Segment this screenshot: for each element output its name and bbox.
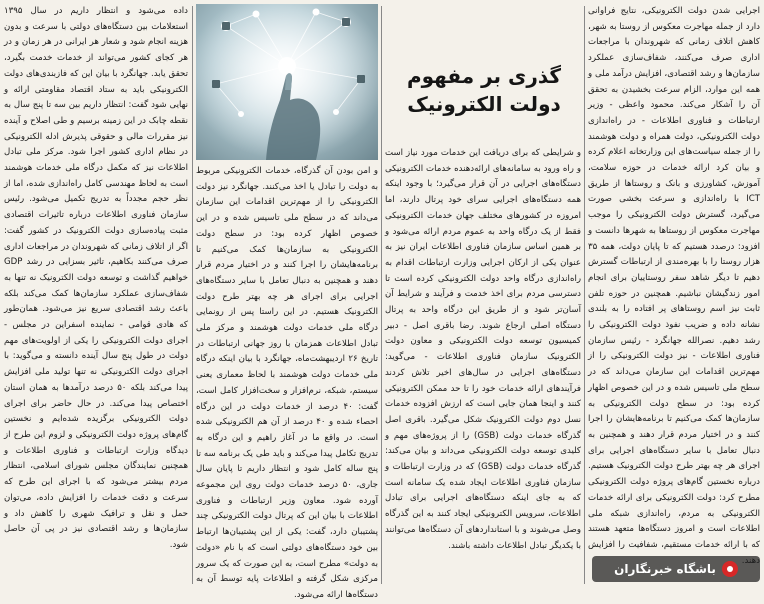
headline-line-2: دولت الکترونیک — [407, 92, 561, 116]
hero-image — [196, 4, 378, 160]
article-column-1 — [588, 4, 760, 554]
column-3-text: و امن بودن آن گذرگاه، خدمات الکترونیکی مربوط به دولت را تبادل یا اخذ می‌کنند. جهانگرد نیز دولت الکترونیکی را از مهم‌ترین اقدامات این سازمان می‌داند که در سطح ملی تاسیس شده و در این خصوص اظهار کرده بود: در سطح دولت الکترونیکی به سازمان‌ها کمک می‌کنیم تا برنامه‌هایشان را اجرا کنند و در اختیار مردم قرار دهند و همچنین به دنبال تعامل با سایر دستگاه‌های اجرایی برای اجرای هر چه بهتر طرح دولت الکترونیک هستیم. در این راستا پس از رونمایی درگاه ملی خدمات دولت هوشمند و مرکز ملی تبادل اطلاعات همزمان با روز جهانی ارتباطات در تاریخ ۲۶ اردیبهشت‌ماه، جهانگرد با بیان اینکه درگاه ملی خدمات دولت هوشمند با لحاظ معماری یعنی سیستم، شبکه، نرم‌افزار و سخت‌افزار کامل است، گفت: ۴۰ درصد از خدمات دولت در این درگاه احصاء شده و ۴۰ درصد از آن هم الکترونیکی شده است. در واقع ما در آغاز راهیم و این درگاه به تدریج تکامل پیدا می‌کند و باید طی یک برنامه سه تا پنج ساله کامل شود و انتظار داریم تا پایان سال جاری، ۵۰ درصد خدمات دولت روی این مجموعه آورده شود. معاون وزیر ارتباطات و فناوری اطلاعات با بیان این که پرتال دولت الکترونیکی چند پشتیبان دارد، گفت: یکی از این پشتیبان‌ها ارتباط بین خود دستگاه‌های دولتی است که با نام «دولت به دولت» مطرح است، به این صورت که یک سرور مرکزی شکل گرفته و اطلاعات پایه توسط آن به دستگاه‌ها ارائه می‌شود. — [196, 166, 378, 600]
digital-network-hand-icon — [196, 4, 378, 160]
article-column-4 — [4, 4, 188, 582]
column-divider — [381, 6, 382, 584]
watermark-badge — [592, 556, 760, 582]
article-headline — [385, 62, 583, 118]
article-column-3 — [196, 164, 378, 600]
watermark-text: باشگاه خبرنگاران — [614, 562, 716, 576]
headline-line-1: گذری بر مفهوم — [406, 64, 562, 88]
column-divider — [192, 6, 193, 584]
news-agency-logo-icon — [722, 561, 738, 577]
article-column-2 — [385, 146, 581, 582]
column-4-text: داده می‌شود و انتظار داریم در سال ۱۳۹۵ استعلامات بین دستگاه‌های دولتی با سرعت و بدون هزینه انجام شود و شعار هر ایرانی در هر زمان و در هر کجای کشور می‌تواند از خدمات خدمت بگیرد، تحقق یابد. جهانگرد با بیان این که فازبندی‌های دولت الکترونیکی باید به ستاد اقتصاد مقاومتی ارائه و نهایی شود گفت: انتظار داریم بین سه تا پنج سال به نقطه چابک در این زمینه برسیم و طی اصلاح و آینده نیز مقررات مالی و حقوقی پذیرش ادله الکترونیکی در نظام اداری کشور اجرا شود. مرکز ملی تبادل اطلاعات نیز که مکمل درگاه ملی خدمات هوشمند است به لحاظ مهندسی کامل راه‌اندازی شده، اما از نظر حجم مجدداً به تدریج تکمیل می‌شود. رئیس سازمان فناوری اطلاعات درباره تاثیرات اقتصادی مثبت پیاده‌سازی دولت الکترونیک در کشور گفت: اگر از اتلاف زمانی که شهروندان در مراجعات اداری صرف می‌کنند بکاهیم، تاثیر بسزایی در رشد GDP خواهیم گذاشت و توسعه دولت الکترونیک نه تنها به شفاف‌سازی عملکرد سازمان‌ها کمک می‌کند بلکه باعث رشد اقتصادی سریع نیز می‌شود. همان‌طور که هادی قوامی - نماینده اسفراین در مجلس - اجرای دولت الکترونیکی را یکی از اولویت‌های مهم دولت در طول پنج سال آینده دانسته و می‌گوید: با اجرای دولت الکترونیکی نه تنها تولید ملی افزایش پیدا می‌کند بلکه ۵۰ درصد درآمدها به همان استان اختصاص پیدا می‌کند. در حال حاضر برای اجرای دولت الکترونیکی برگزیده شده‌ایم و نخستین گام‌های پروژه دولت الکترونیکی و لزوم این طرح از دیدگاه وزارت ارتباطات و فناوری اطلاعات و همچنین نمایندگان مجلس شورای اسلامی، انتظار مردم بیشتر می‌شود که با اجرای این طرح که سرعت و دقت خدمات را افزایش داده، می‌توان حمل و نقل و ترافیک شهری را کاهش داد و سازمان‌ها و رشد اقتصادی نیز در پی آن حاصل شود. — [4, 6, 188, 550]
column-1-text: اجرایی شدن دولت الکترونیکی، نتایج فراوانی دارد از جمله مهاجرت معکوس از روستا به شهر، کاهش اتلاف زمانی که شهروندان با مراجعات اداری صرف می‌کنند، شفاف‌سازی عملکرد سازمان‌ها و رشد اقتصادی، افزایش درآمد ملی و همه این موارد، الزام سرعت بخشیدن به تحقق آن را آشکار می‌کند. محمود واعظی - وزیر ارتباطات و فناوری اطلاعات - در راه‌اندازی دولت الکترونیکی، دولت همراه و دولت هوشمند را از جمله سیاست‌های این وزارتخانه اعلام کرده و بیان کرد ارائه خدمات در حوزه سلامت، آموزش، کشاورزی و بانک و روستاها از طریق ICT با راه‌اندازی و سرعت بخشی صورت می‌گیرد، گسترش دولت الکترونیکی را موجب مهاجرت معکوس از روستاها به شهرها دانست و افزود: درصدد هستیم که تا پایان دولت، همه ۳۵ هزار روستا را با بهره‌مندی از ارتباطات گسترش دهیم تا دیگر شاهد سفر روستاییان برای انجام امور زندگیشان نباشیم. همچنین در حوزه تلفن ثابت نیز اسم روستاهای پر افتاده را به بلندی نشانه داده و ضریب نفوذ دولت الکترونیکی را رشد دهیم. نصرالله جهانگرد - رئیس سازمان فناوری اطلاعات - نیز دولت الکترونیکی را از مهم‌ترین اقدامات این سازمان می‌داند که در سطح ملی تاسیس شده و در این خصوص اظهار کرده بود: در سطح دولت الکترونیکی به سازمان‌ها کمک می‌کنیم تا برنامه‌هایشان را اجرا کنند و در اختیار مردم قرار دهند و همچنین به دنبال تعامل با سایر دستگاه‌های اجرایی برای اجرای هر چه بهتر طرح دولت الکترونیک هستیم. درباره نخستین گام‌های پروژه دولت الکترونیکی مطرح کرد: دولت الکترونیکی برای ارائه خدمات الکترونیکی به مردم، راه‌اندازی شبکه ملی اطلاعات است و امروز دستگاه‌ها متعهد هستند که با ارائه خدمات مستقیم، شفافیت را افزایش — [588, 6, 760, 550]
column-divider — [584, 6, 585, 584]
column-2-text: و شرایطی که برای دریافت این خدمات مورد نیاز است و راه ورود به سامانه‌های ارائه‌دهنده خدمات الکترونیکی دستگاه‌های اجرایی در آن قرار می‌گیرد؛ با وجود اینکه همه دستگاه‌های اجرایی سرای خود پرتال دارند، اما امروزه در کشورهای مختلف جهان خدمات الکترونیکی فقط از یک درگاه واحد به عموم مردم ارائه می‌شود و بر همین اساس سازمان فناوری اطلاعات ایران نیز به عنوان یکی از ارکان اجرایی وزارت ارتباطات اقدام به راه‌اندازی درگاه واحد دولت الکترونیکی کرده است تا دسترسی مردم برای اخذ خدمت و فرآیند و شرایط آن آسان‌تر شود و از طریق این درگاه واحد به پرتال دستگاه اصلی ارجاع شوند. رضا باقری اصل - دبیر کمیسیون توسعه دولت الکترونیکی و معاون دولت الکترونیک سازمان فناوری اطلاعات - می‌گوید: دستگاه‌های اجرایی در سال‌های اخیر تلاش کردند فرآیندهای ارائه خدمات خود را تا حد ممکن الکترونیکی کنند و اینجا همان جایی است که ارزش افزوده خدمات نسل دوم دولت الکترونیک شکل می‌گیرد. باقری اصل گذرگاه خدمات دولت (GSB) را از پروژه‌های مهم و کلیدی توسعه دولت الکترونیکی می‌داند و بیان می‌کند: گذرگاه خدمات دولت (GSB) که در وزارت ارتباطات و سازمان فناوری اطلاعات ایجاد شده یک سامانه است که به جای اینکه دستگاه‌های اجرایی برای تبادل اطلاعات، سرویس الکترونیکی ایجاد کنند به این گذرگاه وصل می‌شوند و با استانداردهای آن دستگاه‌ها می‌توانند با یکدیگر تبادل اطلاعات داشته باشند. — [385, 148, 581, 551]
